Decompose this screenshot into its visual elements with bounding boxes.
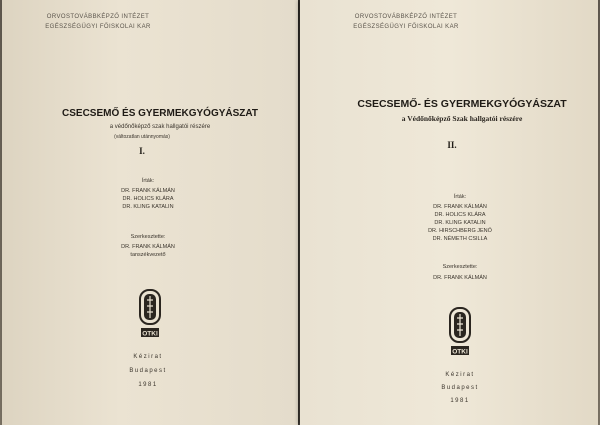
- otki-emblem-icon: [447, 306, 473, 358]
- editor-block: [121, 243, 175, 259]
- editor-role: tanszékvezető: [130, 252, 166, 258]
- institute-faculty: EGÉSZSÉGÜGYI FŐISKOLAI KAR: [353, 24, 459, 30]
- editor-name: DR. FRANK KÁLMÁN: [433, 275, 487, 281]
- editor-label: Szerkesztette:: [442, 264, 478, 270]
- author-name: DR. FRANK KÁLMÁN: [433, 204, 487, 210]
- volume-number: I.: [139, 146, 145, 156]
- authors-label: Írták:: [453, 194, 467, 200]
- authors-list: [121, 187, 175, 211]
- institute-name: ORVOSTOVÁBBKÉPZŐ INTÉZET: [354, 14, 458, 20]
- publisher: Kézirat: [445, 372, 475, 378]
- editor-block: [433, 274, 487, 282]
- publisher: Kézirat: [133, 354, 163, 360]
- year: 1981: [138, 382, 158, 388]
- volume-number: II.: [447, 140, 457, 150]
- book-subtitle: a Védőnőképző Szak hallgatói részére: [401, 114, 523, 123]
- otki-emblem-icon: [137, 288, 163, 340]
- authors-list: [428, 203, 492, 243]
- book-note: (változatlan utánnyomás): [114, 134, 170, 140]
- author-name: DR. NÉMETH CSILLA: [432, 236, 488, 242]
- editor-name: DR. FRANK KÁLMÁN: [121, 244, 175, 250]
- author-name: DR. HIRSCHBERG JENŐ: [428, 228, 492, 234]
- institute-name: ORVOSTOVÁBBKÉPZŐ INTÉZET: [46, 14, 150, 20]
- emblem-text: OTKI: [142, 330, 158, 338]
- book-cover-volume-2: [300, 0, 598, 425]
- year: 1981: [450, 398, 470, 404]
- book-cover-volume-1: [2, 0, 298, 425]
- author-name: DR. FRANK KÁLMÁN: [121, 188, 175, 194]
- city: Budapest: [441, 385, 479, 391]
- authors-label: Írták:: [141, 178, 155, 184]
- author-name: DR. KLING KATALIN: [434, 220, 486, 226]
- book-subtitle: a védőnőképző szak hallgatói részére: [109, 124, 211, 130]
- emblem-text: OTKI: [452, 348, 468, 356]
- institute-faculty: EGÉSZSÉGÜGYI FŐISKOLAI KAR: [45, 24, 151, 30]
- city: Budapest: [129, 368, 167, 374]
- author-name: DR. KLING KATALIN: [122, 204, 174, 210]
- editor-label: Szerkesztette:: [130, 234, 166, 240]
- book-title: CSECSEMŐ ÉS GYERMEKGYÓGYÁSZAT: [62, 108, 258, 119]
- author-name: DR. HOLICS KLÁRA: [434, 212, 486, 218]
- book-title: CSECSEMŐ- ÉS GYERMEKGYÓGYÁSZAT: [357, 98, 567, 110]
- author-name: DR. HOLICS KLÁRA: [122, 196, 174, 202]
